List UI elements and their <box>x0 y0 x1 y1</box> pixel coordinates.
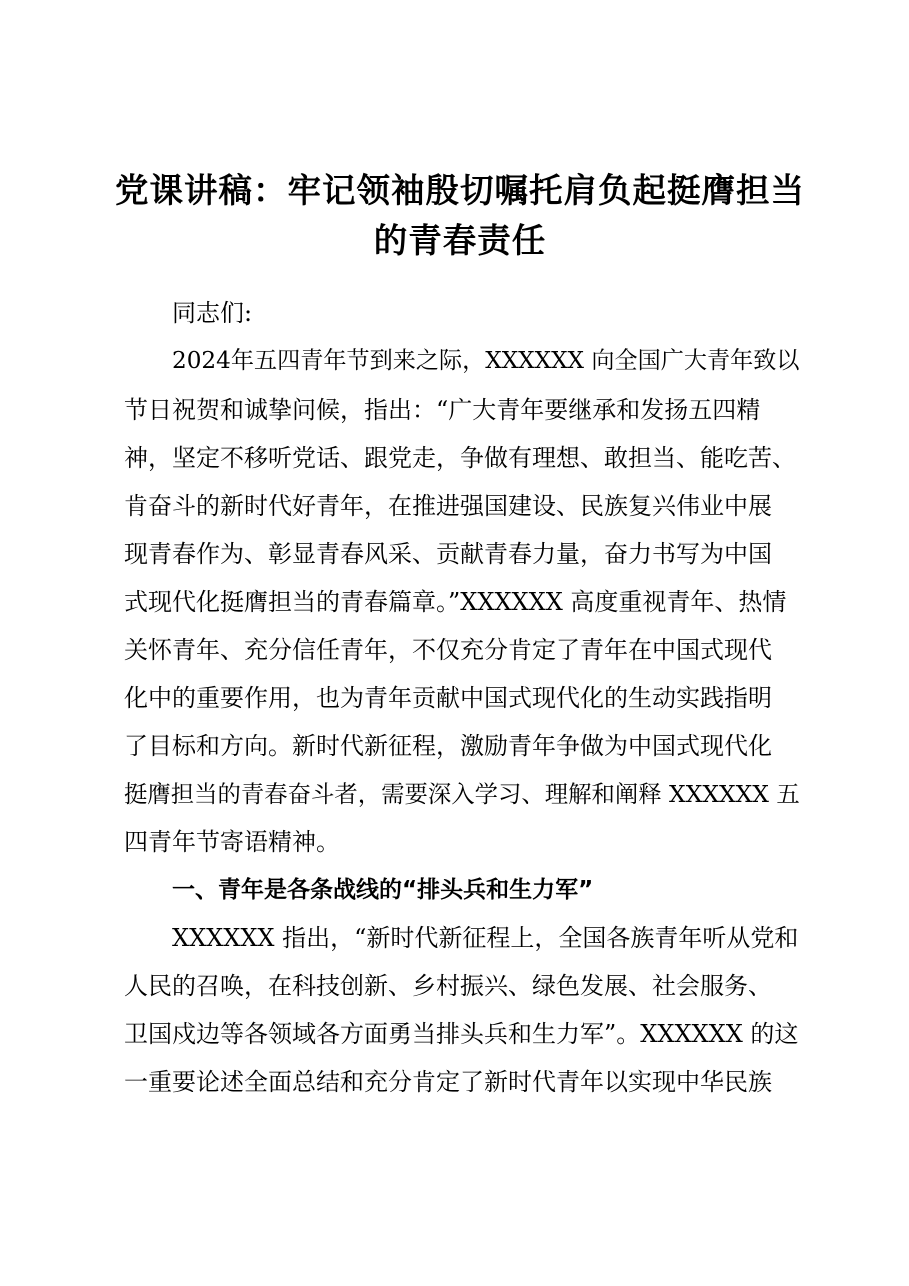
salutation: 同志们: <box>172 299 253 327</box>
document-title-line-1: 党课讲稿：牢记领袖殷切嘱托肩负起挺膺担当 <box>115 171 805 210</box>
document-title-line-2: 的青春责任 <box>373 221 547 260</box>
paragraph-1-line: 式现代化挺膺担当的青春篇章。”XXXXXX 高度重视青年、热情 <box>124 588 787 616</box>
paragraph-2-line: 一重要论述全面总结和充分肯定了新时代青年以实现中华民族 <box>124 1068 772 1096</box>
paragraph-1-line: 了目标和方向。新时代新征程，激励青年争做为中国式现代化 <box>124 732 772 760</box>
paragraph-2-line: XXXXXX 指出，“新时代新征程上，全国各族青年听从党和 <box>172 924 799 952</box>
paragraph-1-line: 关怀青年、充分信任青年，不仅充分肯定了青年在中国式现代 <box>124 636 772 664</box>
paragraph-1-line: 四青年节寄语精神。 <box>124 828 340 856</box>
section-heading-1: 一、青年是各条战线的“排头兵和生力军” <box>172 877 594 903</box>
paragraph-1-line: 2024年五四青年节到来之际，XXXXXX 向全国广大青年致以 <box>172 348 800 374</box>
paragraph-1-line: 化中的重要作用，也为青年贡献中国式现代化的生动实践指明 <box>124 684 772 712</box>
paragraph-1-line: 神，坚定不移听党话、跟党走，争做有理想、敢担当、能吃苦、 <box>124 444 796 472</box>
paragraph-2-line: 人民的召唤，在科技创新、乡村振兴、绿色发展、社会服务、 <box>124 972 772 1000</box>
paragraph-1-line: 节日祝贺和诚挚问候，指出：“广大青年要继承和发扬五四精 <box>124 396 761 424</box>
paragraph-1-line: 挺膺担当的青春奋斗者，需要深入学习、理解和阐释 XXXXXX 五 <box>124 780 800 808</box>
paragraph-1-line: 现青春作为、彰显青春风采、贡献青春力量，奋力书写为中国 <box>124 540 772 568</box>
paragraph-1-line: 肯奋斗的新时代好青年，在推进强国建设、民族复兴伟业中展 <box>124 492 772 520</box>
paragraph-2-line: 卫国戍边等各领域各方面勇当排头兵和生力军”。XXXXXX 的这 <box>124 1020 799 1048</box>
